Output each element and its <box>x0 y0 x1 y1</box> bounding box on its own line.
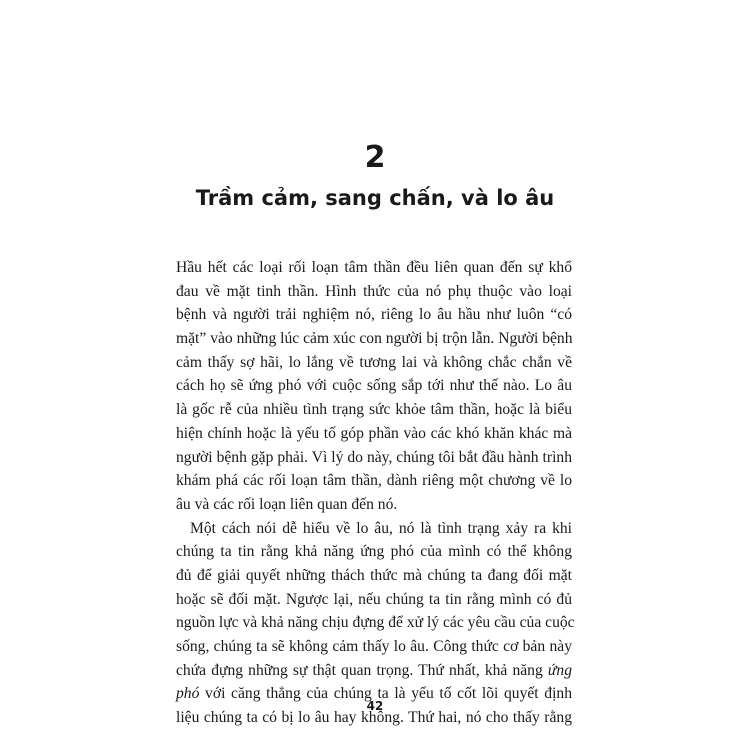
text-run: với căng thẳng của chúng ta là yếu tố cốt lõi quyết định <box>199 685 572 703</box>
text-line: âu và các rối loạn liên quan đến nó. <box>176 495 398 513</box>
chapter-title: Trầm cảm, sang chấn, và lo âu <box>195 186 555 210</box>
text-line: hiện chính hoặc là yếu tố góp phần vào các khó khăn khác mà <box>176 424 572 442</box>
text-line: mặt” vào những lúc cảm xúc con người bị trộn lẫn. Người bệnh <box>176 330 573 348</box>
text-line: nguồn lực và khả năng chịu đựng để xử lý các yêu cầu của cuộc <box>176 614 575 632</box>
text-line: người bệnh gặp phải. Vì lý do này, chúng tôi bắt đầu hành trình <box>176 448 572 466</box>
italic-term: ứng <box>547 661 572 679</box>
page-number: 42 <box>366 699 384 713</box>
text-line: Một cách nói dễ hiểu về lo âu, nó là tình trạng xảy ra khi <box>190 519 572 537</box>
text-line: đau về mặt tinh thần. Hình thức của nó phụ thuộc vào loại <box>176 282 572 300</box>
text-line: sống, chúng ta sẽ không cảm thấy lo âu. Công thức cơ bản này <box>176 638 572 655</box>
text-line: hoặc sẽ đối mặt. Ngược lại, nếu chúng ta tin rằng mình có đủ <box>176 590 572 608</box>
text-line <box>176 659 572 683</box>
text-line: Hầu hết các loại rối loạn tâm thần đều liên quan đến sự khổ <box>176 259 572 276</box>
text-line: liệu chúng ta có bị lo âu hay không. Thứ hai, nó cho thấy rằng <box>176 709 572 727</box>
text-line: là gốc rễ của nhiều tình trạng sức khỏe tâm thần, hoặc là biểu <box>176 401 572 419</box>
chapter-number: 2 <box>364 140 386 175</box>
text-line: khám phá các rối loạn tâm thần, dành riêng một chương về lo <box>176 472 572 490</box>
text-run: chứa đựng những sự thật quan trọng. Thứ nhất, khả năng <box>176 661 548 679</box>
text-line: chúng ta tin rằng khả năng ứng phó của mình có thể không <box>176 543 572 561</box>
text-line: cảm thấy sợ hãi, lo lắng về tương lai và không chắc chắn về <box>176 353 572 371</box>
text-line: cách họ sẽ ứng phó với cuộc sống sắp tới như thế nào. Lo âu <box>176 377 572 395</box>
body-text <box>176 256 575 730</box>
text-line: bệnh và người trải nghiệm nó, riêng lo âu hầu như luôn “có <box>176 306 572 324</box>
text-line: đủ để giải quyết những thách thức mà chúng ta đang đối mặt <box>176 566 572 584</box>
italic-term: phó <box>176 685 200 703</box>
